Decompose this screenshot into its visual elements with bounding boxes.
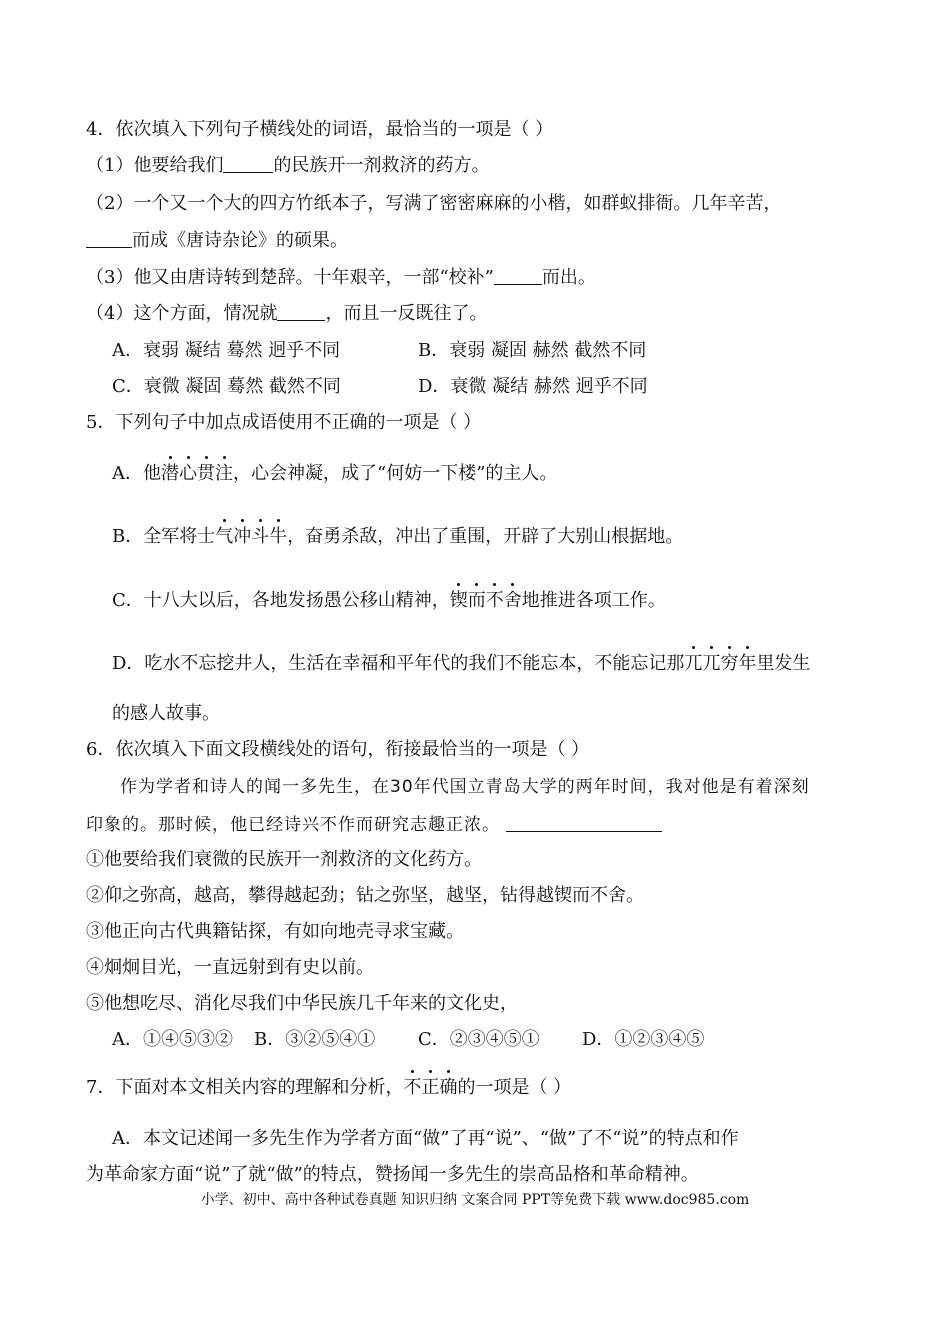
q4-s4-text-b: ，而且一反既往了。 <box>325 303 488 324</box>
q7-stem <box>86 1076 571 1100</box>
q6-item-3: ③他正向古代典籍钻探，有如向地壳寻求宝藏。 <box>86 921 464 942</box>
q5-d-idiom-char: 兀 <box>684 653 703 674</box>
q6-passage-text: 印象的。那时候，他已经诗兴不作而研究志趣正浓。 <box>86 815 500 835</box>
q5-a-pre: A．他 <box>112 463 161 484</box>
q5-option-d-cont: 的感人故事。 <box>112 703 220 724</box>
q5-d-post: 里发生 <box>756 653 811 674</box>
q4-s4-blank <box>277 302 325 321</box>
q4-s4-text-a: （4）这个方面，情况就 <box>86 303 278 324</box>
q7-stem-b: 的一项是（ ） <box>457 1077 572 1098</box>
q4-s2-blank <box>86 229 132 248</box>
q4-s3-blank <box>494 266 542 285</box>
q4-s1-text-a: （1）他要给我们 <box>86 155 224 176</box>
q5-option-b <box>112 525 683 549</box>
q6-passage-line-2 <box>86 813 662 837</box>
q5-c-idiom-char: 锲 <box>449 590 468 611</box>
q5-d-pre: D．吃水不忘挖井人，生活在幸福和平年代的我们不能忘本，不能忘记那 <box>112 653 685 674</box>
q5-b-idiom-char: 牛 <box>269 526 288 547</box>
q4-sentence-2-cont <box>86 229 348 253</box>
q6-stem: 6．依次填入下面文段横线处的语句，衔接最恰当的一项是（ ） <box>86 739 590 760</box>
q7-emphasis-char: 确 <box>439 1077 458 1098</box>
q4-sentence-1 <box>86 154 489 178</box>
q7-option-a-line-2: 为革命家方面“说”了就“做”的特点，赞扬闻一多先生的崇高品格和革命精神。 <box>86 1164 699 1185</box>
q6-item-4: ④炯炯目光，一直远射到有史以前。 <box>86 957 374 978</box>
q4-sentence-4 <box>86 302 487 326</box>
q6-item-1: ①他要给我们衰微的民族开一剂救济的文化药方。 <box>86 849 482 870</box>
q5-a-idiom-char: 潜 <box>161 463 179 484</box>
q5-option-c <box>112 589 666 613</box>
q6-passage-line-1: 作为学者和诗人的闻一多先生，在30年代国立青岛大学的两年时间，我对他是有着深刻 <box>120 777 810 797</box>
q6-answer-blank <box>506 813 662 832</box>
q6-option-c: C．②③④⑤① <box>418 1029 540 1050</box>
q5-option-a <box>112 462 557 486</box>
q7-emphasis-char: 正 <box>421 1077 440 1098</box>
q4-option-c: C．衰微 凝固 蓦然 截然不同 <box>112 376 341 397</box>
q5-a-idiom-char: 心 <box>179 463 197 484</box>
q4-option-d: D．衰微 凝结 赫然 迥乎不同 <box>418 376 648 397</box>
q4-sentence-2: （2）一个又一个大的四方竹纸本子，写满了密密麻麻的小楷，如群蚁排衙。几年辛苦， <box>86 193 782 214</box>
q7-emphasis-char: 不 <box>403 1077 422 1098</box>
q6-option-a: A．①④⑤③② <box>112 1029 233 1050</box>
q4-s2-text-b: 而成《唐诗杂论》的硕果。 <box>132 230 348 251</box>
q5-a-idiom-char: 贯 <box>197 463 215 484</box>
q5-a-post: ，心会神凝，成了“何妨一下楼”的主人。 <box>233 463 558 484</box>
q6-item-5: ⑤他想吃尽、消化尽我们中华民族几千年来的文化史， <box>86 993 518 1014</box>
q4-stem: 4．依次填入下列句子横线处的词语，最恰当的一项是（ ） <box>86 119 554 140</box>
q7-stem-a: 7．下面对本文相关内容的理解和分析， <box>86 1077 404 1098</box>
q4-s1-blank <box>223 154 273 173</box>
q4-s3-text-a: （3）他又由唐诗转到楚辞。十年艰辛，一部“校补” <box>86 267 494 288</box>
q5-c-idiom-char: 舍 <box>503 590 522 611</box>
q5-b-idiom-char: 气 <box>215 526 234 547</box>
q5-stem: 5．下列句子中加点成语使用不正确的一项是（ ） <box>86 412 482 433</box>
q5-b-post: ，奋勇杀敌，冲出了重围，开辟了大别山根据地。 <box>287 526 684 547</box>
q5-option-d <box>112 652 810 676</box>
q5-c-pre: C．十八大以后，各地发扬愚公移山精神， <box>112 590 450 611</box>
q5-d-idiom-char: 年 <box>738 653 757 674</box>
q6-option-d: D．①②③④⑤ <box>582 1029 705 1050</box>
page-footer: 小学、初中、高中各种试卷真题 知识归纳 文案合同 PPT等免费下载 www.doc985.com <box>200 1192 750 1208</box>
q4-s3-text-b: 而出。 <box>541 267 596 288</box>
q5-b-idiom-char: 冲 <box>233 526 252 547</box>
q5-c-idiom-char: 不 <box>485 590 504 611</box>
q5-d-idiom-char: 穷 <box>720 653 739 674</box>
q5-b-idiom-char: 斗 <box>251 526 270 547</box>
q4-option-b: B．衰弱 凝固 赫然 截然不同 <box>418 340 647 361</box>
q4-option-a: A．衰弱 凝结 蓦然 迥乎不同 <box>112 340 341 361</box>
q5-c-idiom-char: 而 <box>467 590 486 611</box>
q6-option-b: B．③②⑤④① <box>254 1029 376 1050</box>
q5-a-idiom-char: 注 <box>215 463 233 484</box>
q5-b-pre: B．全军将士 <box>112 526 216 547</box>
q5-c-post: 地推进各项工作。 <box>521 590 666 611</box>
q4-s1-text-b: 的民族开一剂救济的药方。 <box>273 155 490 176</box>
q4-sentence-3 <box>86 266 596 290</box>
q6-item-2: ②仰之弥高，越高，攀得越起劲；钻之弥坚，越坚，钻得越锲而不舍。 <box>86 885 644 906</box>
q5-d-idiom-char: 兀 <box>702 653 721 674</box>
q7-option-a-line-1: A．本文记述闻一多先生作为学者方面“做”了再“说”、“做”了不“说”的特点和作 <box>112 1128 739 1149</box>
